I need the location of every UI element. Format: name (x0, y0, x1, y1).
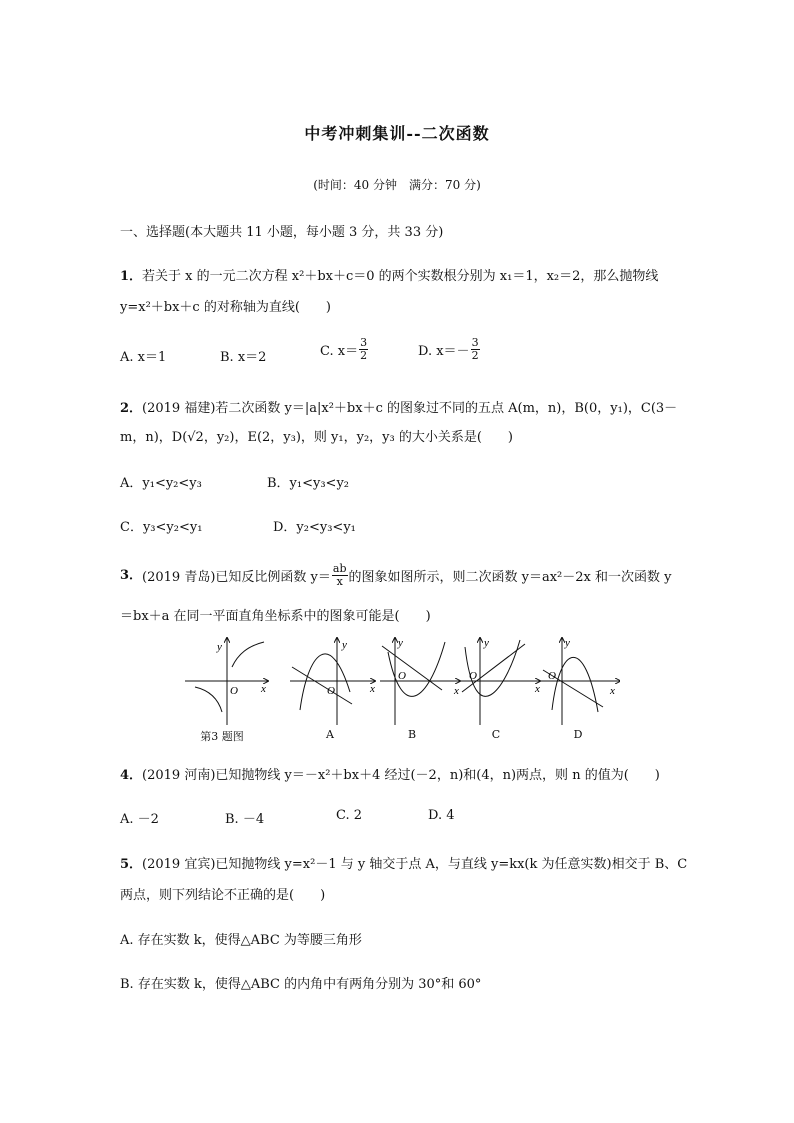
q2-line1 (120, 397, 677, 416)
q3-fraction (332, 563, 348, 588)
q2-option-c: C．y₃<y₂<y₁ (120, 520, 203, 535)
q3-line1 (120, 563, 671, 588)
q3-caption-d: D (573, 728, 583, 741)
q3-ref-origin: O (230, 685, 238, 697)
q2-option-a: A．y₁<y₂<y₃ (120, 476, 202, 491)
q1-option-c (320, 337, 369, 362)
q2-line2: m，n)，D(√2，y₂)，E(2，y₃)，则 y₁，y₂，y₃ 的大小关系是( ) (120, 430, 513, 445)
q3-d-parabola (552, 657, 598, 712)
q4-number: 4． (120, 768, 143, 783)
q5-number: 5． (120, 857, 143, 872)
q2-text-1: (2019 福建)若二次函数 y＝|a|x²＋bx＋c 的图象过不同的五点 A(m，n)，B(0，y₁)，C(3－ (142, 401, 678, 416)
q3-d-y-label: y (565, 637, 570, 649)
q3-d-origin: O (548, 670, 556, 682)
q3-a-y-label: y (342, 639, 347, 651)
page-title: 中考冲刺集训--二次函数 (304, 124, 490, 143)
q3-ref-hyperbola-1 (232, 642, 264, 667)
q1-d-numerator: 3 (471, 336, 479, 349)
q3-a-parabola (300, 654, 350, 710)
q3-numerator: ab (332, 562, 347, 575)
q3-ref-x-label: x (261, 683, 266, 695)
q1-text-1: 若关于 x 的一元二次方程 x²＋bx＋c＝0 的两个实数根分别为 x₁＝1，x₂＝2，那么抛物线 (142, 269, 659, 284)
q1-c-numerator: 3 (360, 336, 368, 349)
q3-b-line (382, 646, 442, 690)
q3-caption-c: C (491, 728, 501, 741)
q4-option-a: A. －2 (120, 812, 159, 827)
q3-a-x-label: x (370, 683, 375, 695)
q2-option-b: B．y₁<y₃<y₂ (267, 476, 350, 491)
q1-option-b: B. x＝2 (220, 350, 267, 365)
q3-text-1a: (2019 青岛)已知反比例函数 y＝ (142, 570, 331, 585)
q1-d-denominator: 2 (471, 349, 479, 362)
q3-reference-graph (185, 638, 268, 725)
q1-line1 (120, 265, 658, 284)
q5-option-a: A. 存在实数 k，使得△ABC 为等腰三角形 (120, 933, 362, 948)
q1-option-a: A. x＝1 (120, 350, 167, 365)
q3-graphs (180, 632, 620, 727)
q3-line2: ＝bx＋a 在同一平面直角坐标系中的图象可能是( ) (120, 609, 431, 624)
q5-option-b: B. 存在实数 k，使得△ABC 的内角中有两角分别为 30°和 60° (120, 977, 482, 992)
q4-text-1: (2019 河南)已知抛物线 y＝－x²＋bx＋4 经过(－2，n)和(4，n)两点，则 n 的值为( ) (142, 768, 660, 783)
q3-c-line (462, 644, 525, 692)
q3-caption-ref: 第3 题图 (200, 730, 244, 743)
q3-caption-b: B (407, 728, 417, 741)
q3-number: 3． (120, 568, 143, 583)
q3-b-x-label: x (454, 685, 459, 697)
q4-option-d: D. 4 (428, 808, 455, 823)
q1-option-d-fraction (471, 337, 480, 362)
q3-c-y-label: y (484, 637, 489, 649)
q3-ref-hyperbola-2 (195, 687, 222, 712)
q3-graph-a (290, 638, 375, 725)
q3-ref-y-label: y (217, 641, 222, 653)
q1-c-denominator: 2 (360, 349, 368, 362)
q3-text-1b: 的图象如图所示，则二次函数 y＝ax²－2x 和一次函数 y (348, 570, 672, 585)
q3-c-origin: O (469, 670, 477, 682)
q3-b-parabola (388, 642, 445, 696)
q1-option-c-label: C. x＝ (320, 344, 359, 359)
q3-b-y-label: y (398, 637, 403, 649)
section-heading: 一、选择题(本大题共 11 小题，每小题 3 分，共 33 分) (120, 225, 444, 240)
q3-c-x-label: x (535, 683, 540, 695)
q4-option-c: C. 2 (336, 808, 363, 823)
q1-option-c-fraction (359, 337, 368, 362)
q3-denominator: x (336, 575, 343, 588)
q5-line1 (120, 853, 687, 872)
q3-graph-b (380, 638, 460, 725)
q5-line2: 两点，则下列结论不正确的是( ) (120, 888, 326, 903)
q1-number: 1． (120, 269, 143, 284)
q3-b-origin: O (398, 670, 406, 682)
q4-line1 (120, 764, 660, 783)
q2-option-d: D．y₂<y₃<y₁ (273, 520, 356, 535)
q3-caption-a: A (326, 728, 334, 741)
q1-option-d (418, 337, 481, 362)
q3-a-origin: O (327, 685, 335, 697)
q1-line2: y=x²＋bx＋c 的对称轴为直线( ) (120, 300, 331, 315)
q1-option-d-label: D. x＝－ (418, 344, 470, 359)
q4-option-b: B. －4 (225, 812, 265, 827)
q2-number: 2． (120, 401, 143, 416)
q3-d-x-label: x (610, 685, 615, 697)
page-subtitle: (时间：40 分钟 满分：70 分) (313, 178, 481, 192)
q5-text-1: (2019 宜宾)已知抛物线 y=x²－1 与 y 轴交于点 A，与直线 y=kx(k 为任意实数)相交于 B、C (142, 857, 688, 872)
